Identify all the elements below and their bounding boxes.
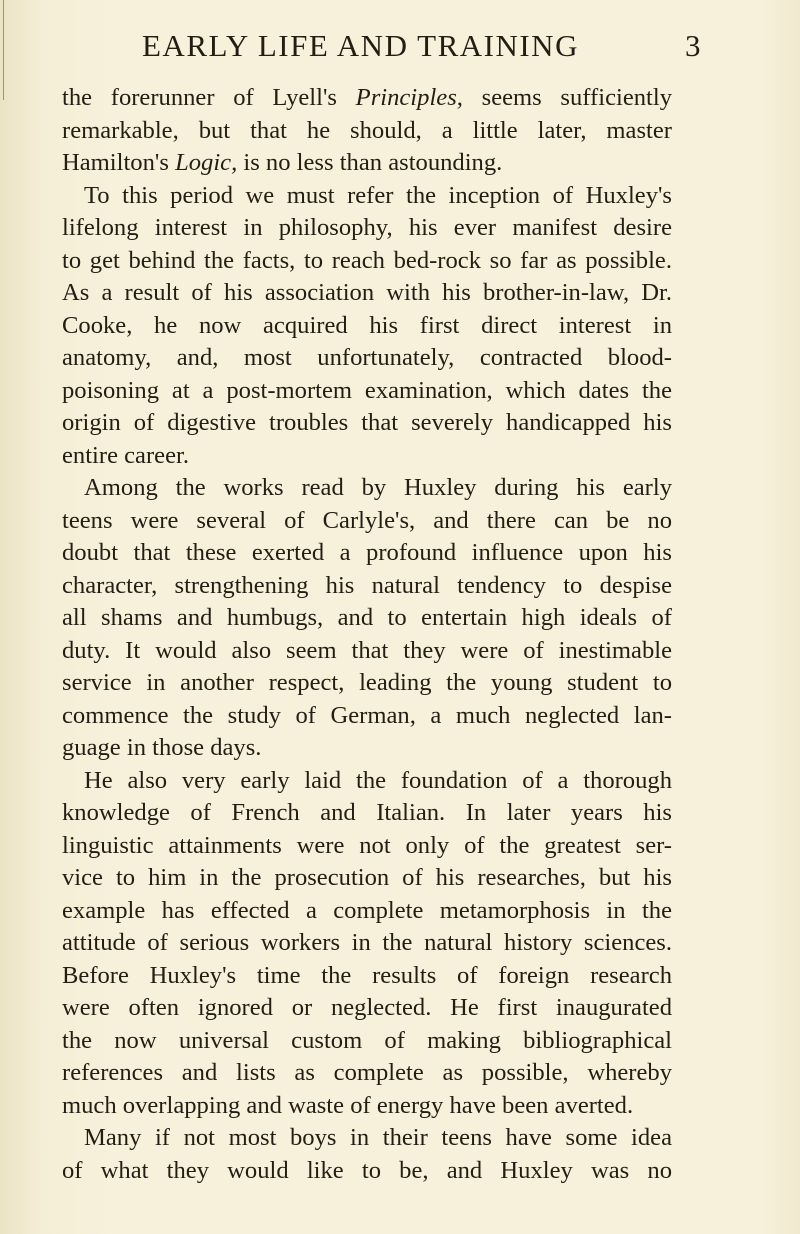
- page-number: 3: [685, 28, 702, 63]
- text-line: all shams and humbugs, and to entertain high ideals of: [62, 604, 672, 631]
- paragraph-1: [62, 82, 672, 180]
- text-line: duty. It would also seem that they were of inestimable: [62, 636, 672, 664]
- text-line: vice to him in the prosecution of his researches, but his: [62, 864, 672, 891]
- paragraph-4: [62, 765, 672, 1123]
- text-line: linguistic attainments were not only of the greatest ser-: [62, 831, 672, 859]
- text-line: commence the study of German, a much neglected lan-: [62, 701, 672, 729]
- text-line: Among the works read by Huxley during his early: [84, 474, 672, 501]
- italic-title: Logic,: [175, 149, 238, 176]
- page-edge-line: [3, 0, 4, 100]
- text-line: much overlapping and waste of energy have been averted.: [62, 1091, 634, 1119]
- text-line: Cooke, he now acquired his first direct interest in: [62, 311, 672, 339]
- text-line: As a result of his association with his brother-in-law, Dr.: [62, 279, 672, 306]
- text-line: references and lists as complete as possible, whereby: [62, 1059, 672, 1086]
- text-line: knowledge of French and Italian. In later years his: [62, 799, 672, 826]
- italic-title: Principles,: [355, 84, 463, 111]
- text-line: character, strengthening his natural tendency to despise: [62, 571, 672, 599]
- text-line: Before Huxley's time the results of foreign research: [62, 961, 672, 989]
- running-head: EARLY LIFE AND TRAINING: [142, 28, 579, 63]
- text-line: anatomy, and, most unfortunately, contracted blood-: [62, 344, 672, 371]
- text-line: Hamilton's Logic, is no less than astounding.: [62, 149, 503, 176]
- paragraph-5: [62, 1122, 672, 1187]
- text-line: He also very early laid the foundation of a thorough: [84, 766, 672, 794]
- text-line: the now universal custom of making bibliographical: [62, 1026, 672, 1054]
- text-line: poisoning at a post-mortem examination, which dates the: [62, 376, 672, 404]
- text-line: of what they would like to be, and Huxley was no: [62, 1156, 672, 1184]
- text-line: To this period we must refer the inception of Huxley's: [84, 181, 672, 209]
- text-line: doubt that these exerted a profound influence upon his: [62, 539, 672, 566]
- text-line: origin of digestive troubles that severely handicapped his: [62, 409, 672, 436]
- text-line: attitude of serious workers in the natural history sciences.: [62, 929, 672, 956]
- text-line: service in another respect, leading the young student to: [62, 669, 672, 696]
- text-line: entire career.: [62, 441, 189, 469]
- text-line: remarkable, but that he should, a little later, master: [62, 116, 672, 144]
- text-line: to get behind the facts, to reach bed-rock so far as possible.: [62, 246, 672, 274]
- text-line: were often ignored or neglected. He first inaugurated: [62, 994, 672, 1021]
- body-text: [62, 82, 672, 1187]
- text-line: guage in those days.: [62, 734, 262, 761]
- paragraph-3: [62, 472, 672, 765]
- text-line: example has effected a complete metamorphosis in the: [62, 896, 672, 924]
- text-line: the forerunner of Lyell's Principles, seems sufficiently: [62, 84, 672, 111]
- text-line: teens were several of Carlyle's, and there can be no: [62, 506, 672, 534]
- paragraph-2: [62, 180, 672, 473]
- text-line: lifelong interest in philosophy, his ever manifest desire: [62, 214, 672, 241]
- text-line: Many if not most boys in their teens have some idea: [84, 1124, 672, 1151]
